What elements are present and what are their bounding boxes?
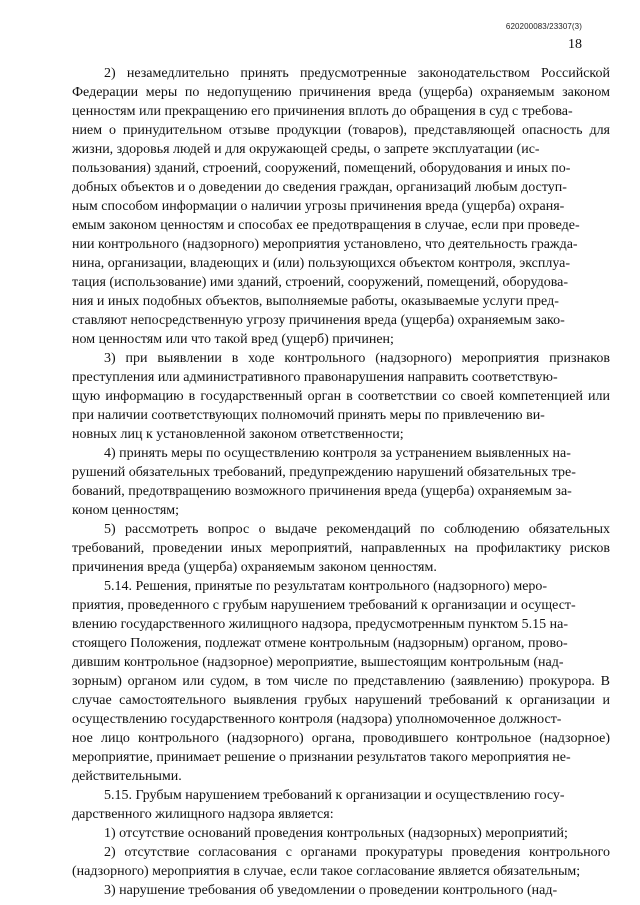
paragraph-5-15-item-1: 1) отсутствие оснований проведения контрольных (надзорных) мероприятий; bbox=[104, 826, 568, 841]
paragraph-5-15-item-3: 3) нарушение требования об уведомлении о проведении контрольного (над- bbox=[104, 883, 558, 898]
paragraph-item-4: 4) принять меры по осуществлению контроля за устранением выявленных на- рушений обязательных требований, предупреждению нарушений обязательных тре- бований, предотвращению возможного причинения вреда (ущерба) охраняемым за- коном ценностям; bbox=[72, 446, 576, 518]
paragraph-item-2: 2) незамедлительно принять предусмотренные законодательством Российской Федерации меры по недопущению причинения вреда (ущерба) охраняемым законом ценностям или прекращению его причинения вплоть до обращения в суд с требова- нием о принудительном отзыве продукции (товаров), представляющей опасность для жизни, здоровья людей и для окружающей среды, о запрете эксплуатации (ис- пользования) зданий, строений, сооружений, помещений, оборудования и иных по- добных объектов и о доведении до сведения граждан, организаций любым доступ- ным способом информации о наличии угрозы причинения вреда (ущерба) охраня- емым законом ценностям и способах ее предотвращения в случае, если при проведе- нии контрольного (надзорного) мероприятия установлено, что деятельность гражда- нина, организации, владеющих и (или) пользующихся объектом контроля, эксплуа- тация (использование) ими зданий, строений, сооружений, помещений, оборудова- ния и иных подобных объектов, выполняемые работы, оказываемые услуги пред- ставляют непосредственную угрозу причинения вреда (ущерба) охраняемым зако- ном ценностям или что такой вред (ущерб) причинен; bbox=[72, 66, 610, 347]
paragraph-5-15: 5.15. Грубым нарушением требований к организации и осуществлению госу- дарственного жилищного надзора является: bbox=[72, 788, 565, 822]
paragraph-5-14: 5.14. Решения, принятые по результатам контрольного (надзорного) меро- приятия, проведенного с грубым нарушением требований к организации и осущест- влению государственного жилищного надзора, предусмотренным пунктом 5.15 на- стоящего Положения, подлежат отмене контрольным (надзорным) органом, прово- дившим контрольное (надзорное) мероприятие, вышестоящим контрольным (над- зорным) органом или судом, в том числе по представлению (заявлению) прокурора. В случае самостоятельного выявления грубых нарушений требований к организации и осуществлению государственного контроля (надзора) уполномоченное должност- ное лицо контрольного (надзорного) органа, проводившего контрольное (надзорное) мероприятие, принимает решение о признании результатов такого мероприятия не- действительными. bbox=[72, 579, 610, 784]
paragraph-item-3: 3) при выявлении в ходе контрольного (надзорного) мероприятия признаков преступления или административного правонарушения направить соответствую- щую информацию в государственный орган в соответствии со своей компетенцией или при наличии соответствующих полномочий принять меры по привлечению ви- новных лиц к установленной законом ответственности; bbox=[72, 351, 610, 442]
page-number: 18 bbox=[568, 37, 582, 52]
paragraph-item-5: 5) рассмотреть вопрос о выдаче рекомендаций по соблюдению обязательных требований, проведении иных мероприятий, направленных на профилактику рисков причинения вреда (ущерба) охраняемым законом ценностям. bbox=[72, 522, 610, 575]
document-body bbox=[72, 64, 610, 900]
paragraph-5-15-item-2: 2) отсутствие согласования с органами прокуратуры проведения контрольного (надзорного) мероприятия в случае, если такое согласование является обязательным; bbox=[72, 845, 610, 879]
document-code: 620200083/23307(3) bbox=[505, 22, 582, 31]
